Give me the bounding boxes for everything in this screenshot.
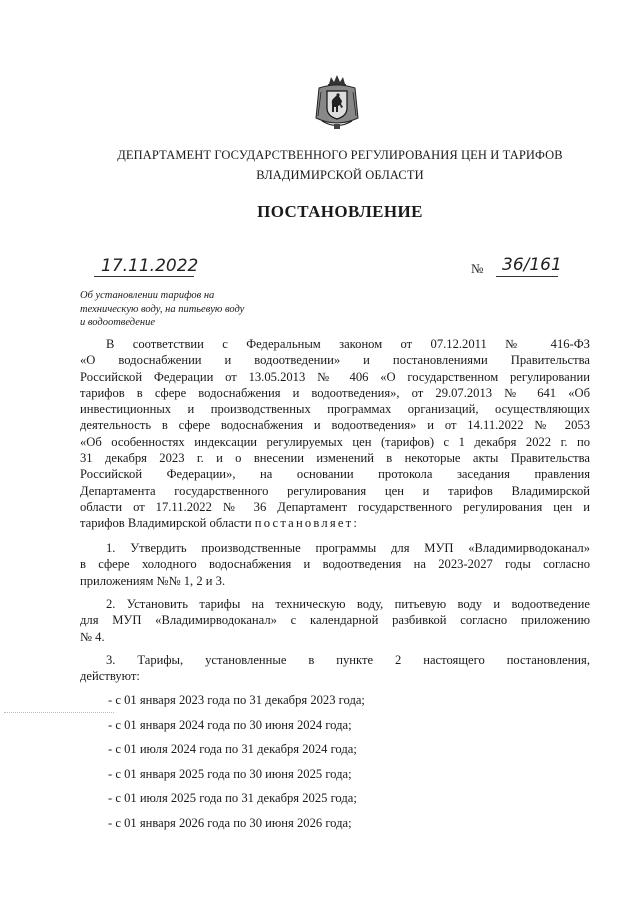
item-3-paragraph [80, 652, 590, 685]
text-line: деятельность в сфере водоснабжения и водоотведения» и от 14.11.2022 № 2053 [80, 418, 590, 433]
document-title: ПОСТАНОВЛЕНИЕ [257, 202, 423, 221]
item-2-paragraph [80, 596, 590, 645]
tariff-periods-list [108, 688, 365, 836]
text-line: Российской Федерации», на основании протокола заседания правления [80, 467, 590, 482]
text-line: тарифов в сфере водоснабжения и водоотведения», от 29.07.2013 № 641 «Об [80, 385, 590, 400]
list-item: - с 01 января 2025 года по 30 июня 2025 года; [108, 766, 352, 781]
scan-artifact [4, 712, 114, 713]
department-name: ДЕПАРТАМЕНТ ГОСУДАРСТВЕННОГО РЕГУЛИРОВАНИЯ ЦЕН И ТАРИФОВ [117, 148, 563, 162]
document-date: 17.11.2022 [101, 256, 199, 276]
list-item: - с 01 января 2023 года по 31 декабря 2023 года; [108, 693, 365, 707]
text-line: 2. Установить тарифы на техническую воду, питьевую воду и водоотведение [106, 597, 590, 611]
text-fragment: тарифов Владимирской области [80, 516, 252, 531]
vladimir-coat-of-arms-icon [314, 74, 360, 132]
item-1-paragraph [80, 540, 590, 589]
date-underline [94, 276, 194, 277]
number-label: № [471, 261, 484, 276]
list-item: - с 01 января 2026 года по 30 июня 2026 года; [108, 815, 352, 830]
list-item: - с 01 января 2024 года по 30 июня 2024 года; [108, 717, 352, 732]
number-underline [496, 276, 558, 277]
text-line: в сфере холодного водоснабжения и водоотведения на 2023-2027 годы согласно [80, 557, 590, 572]
text-line: «О водоснабжении и водоотведении» и постановлениями Правительства [80, 353, 590, 368]
text-line: В соответствии с Федеральным законом от 07.12.2011 № 416-ФЗ [106, 337, 590, 351]
text-line: области от 17.11.2022 № 36 Департамент государственного регулирования цен и [80, 499, 590, 514]
text-line: № 4. [80, 629, 105, 644]
subject-line: Об установлении тарифов на [80, 290, 215, 301]
subject-line: и водоотведение [80, 317, 155, 328]
document-subject [80, 289, 300, 330]
text-line: Департамента государственного регулирования цен и тарифов Владимирской [80, 483, 590, 498]
list-item: - с 01 июля 2025 года по 31 декабря 2025 года; [108, 791, 357, 806]
text-line: для МУП «Владимирводоканал» с календарной разбивкой согласно приложению [80, 613, 590, 628]
text-line: действуют: [80, 669, 140, 684]
text-line: Российской Федерации от 13.05.2013 № 406 «О государственном регулировании [80, 369, 590, 384]
list-item: - с 01 июля 2024 года по 31 декабря 2024 года; [108, 742, 357, 757]
text-line: приложениям №№ 1, 2 и 3. [80, 573, 226, 588]
department-region: ВЛАДИМИРСКОЙ ОБЛАСТИ [256, 168, 424, 182]
document-number: 36/161 [502, 255, 562, 275]
resolves-word: постановляет: [254, 516, 360, 531]
text-line: 3. Тарифы, установленные в пункте 2 настоящего постановления, [106, 653, 590, 667]
text-line [80, 515, 590, 531]
preamble-paragraph [80, 336, 590, 532]
text-line: инвестиционных и производственных программах организаций, осуществляющих [80, 402, 590, 417]
subject-line: техническую воду, на питьевую воду [80, 303, 245, 315]
text-line: 31 декабря 2023 г. и о внесении изменений в некоторые акты Правительства [80, 451, 590, 466]
text-line: 1. Утвердить производственные программы для МУП «Владимирводоканал» [106, 541, 590, 555]
text-line: «Об особенностях индексации регулируемых цен (тарифов) с 1 декабря 2022 г. по [80, 434, 590, 449]
